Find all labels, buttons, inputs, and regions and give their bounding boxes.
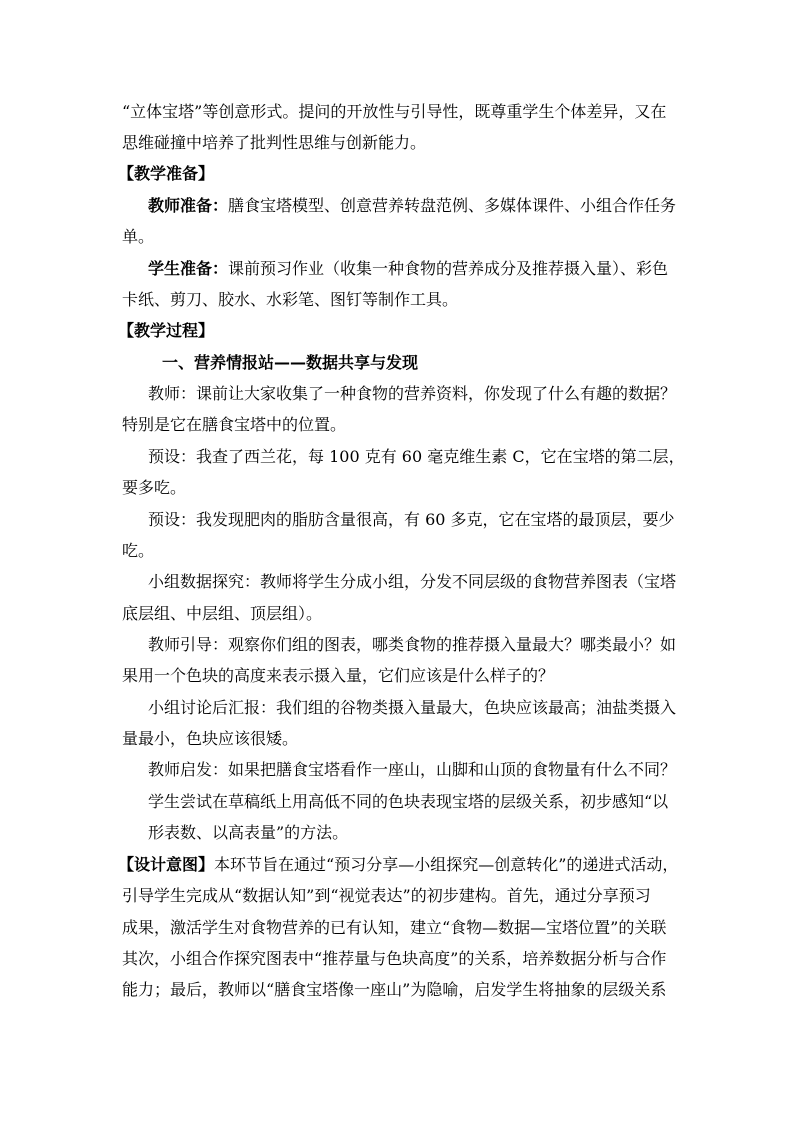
p5-line-1: 教师引导：观察你们组的图表，哪类食物的推荐摄入量最大？哪类最小？如: [148, 635, 677, 654]
p5-line-2: 果用一个色块的高度来表示摄入量，它们应该是什么样子的？: [122, 666, 555, 685]
p2-line-1: 预设：我查了西兰花，每 100 克有 60 毫克维生素 C，它在宝塔的第二层，: [148, 447, 685, 466]
intro-line-2: 思维碰撞中培养了批判性思维与创新能力。: [122, 133, 427, 152]
p8-line-1: 学生尝试在草稿纸上用高低不同的色块表现宝塔的层级关系，初步感知“以: [148, 792, 669, 811]
student-prep-line-1: [148, 259, 668, 279]
p6-line-1: 小组讨论后汇报：我们组的谷物类摄入量最大，色块应该最高；油盐类摄入: [148, 698, 677, 717]
design-line-1: [118, 855, 678, 875]
teacher-prep-label: 教师准备：: [148, 196, 229, 215]
student-prep-line-2: 卡纸、剪刀、胶水、水彩笔、图钉等制作工具。: [122, 290, 459, 309]
p6-line-2: 量最小，色块应该很矮。: [122, 729, 299, 748]
prep-heading: 【教学准备】: [118, 164, 215, 183]
design-text-1: 本环节旨在通过“预习分享—小组探究—创意转化”的递进式活动，: [214, 855, 679, 874]
design-line-3: 成果，激活学生对食物营养的已有认知，建立“食物—数据—宝塔位置”的关联: [122, 918, 667, 937]
p4-line-1: 小组数据探究：教师将学生分成小组，分发不同层级的食物营养图表（宝塔: [148, 572, 677, 591]
teacher-prep-text: 膳食宝塔模型、创意营养转盘范例、多媒体课件、小组合作任务: [228, 196, 677, 215]
intro-line-1: “立体宝塔”等创意形式。提问的开放性与引导性，既尊重学生个体差异，又在: [122, 102, 667, 121]
p4-line-2: 底层组、中层组、顶层组）。: [122, 604, 323, 623]
teacher-prep-line-1: [148, 196, 676, 216]
p3-line-1: 预设：我发现肥肉的脂肪含量很高，有 60 多克，它在宝塔的最顶层，要少: [148, 510, 675, 529]
design-line-2: 引导学生完成从“数据认知”到“视觉表达”的初步建构。首先，通过分享预习: [122, 886, 651, 905]
process-heading: 【教学过程】: [118, 321, 215, 340]
p7-line-1: 教师启发：如果把膳食宝塔看作一座山，山脚和山顶的食物量有什么不同？: [148, 760, 677, 779]
p8-line-2: 形表数、以高表量”的方法。: [148, 823, 349, 842]
section-1-title: 一、营养情报站——数据共享与发现: [162, 353, 419, 372]
design-label: 【设计意图】: [118, 855, 215, 874]
p1-line-1: 教师：课前让大家收集了一种食物的营养资料，你发现了什么有趣的数据？: [148, 384, 677, 403]
teacher-prep-line-2: 单。: [122, 227, 155, 246]
student-prep-text: 课前预习作业（收集一种食物的营养成分及推荐摄入量）、彩色: [228, 259, 669, 278]
p1-line-2: 特别是它在膳食宝塔中的位置。: [122, 415, 347, 434]
p3-line-2: 吃。: [122, 541, 155, 560]
p2-line-2: 要多吃。: [122, 478, 187, 497]
design-line-4: 其次，小组合作探究图表中“推荐量与色块高度”的关系，培养数据分析与合作: [122, 949, 667, 968]
design-line-5: 能力；最后，教师以“膳食宝塔像一座山”为隐喻，启发学生将抽象的层级关系: [122, 980, 667, 999]
student-prep-label: 学生准备：: [148, 259, 229, 278]
